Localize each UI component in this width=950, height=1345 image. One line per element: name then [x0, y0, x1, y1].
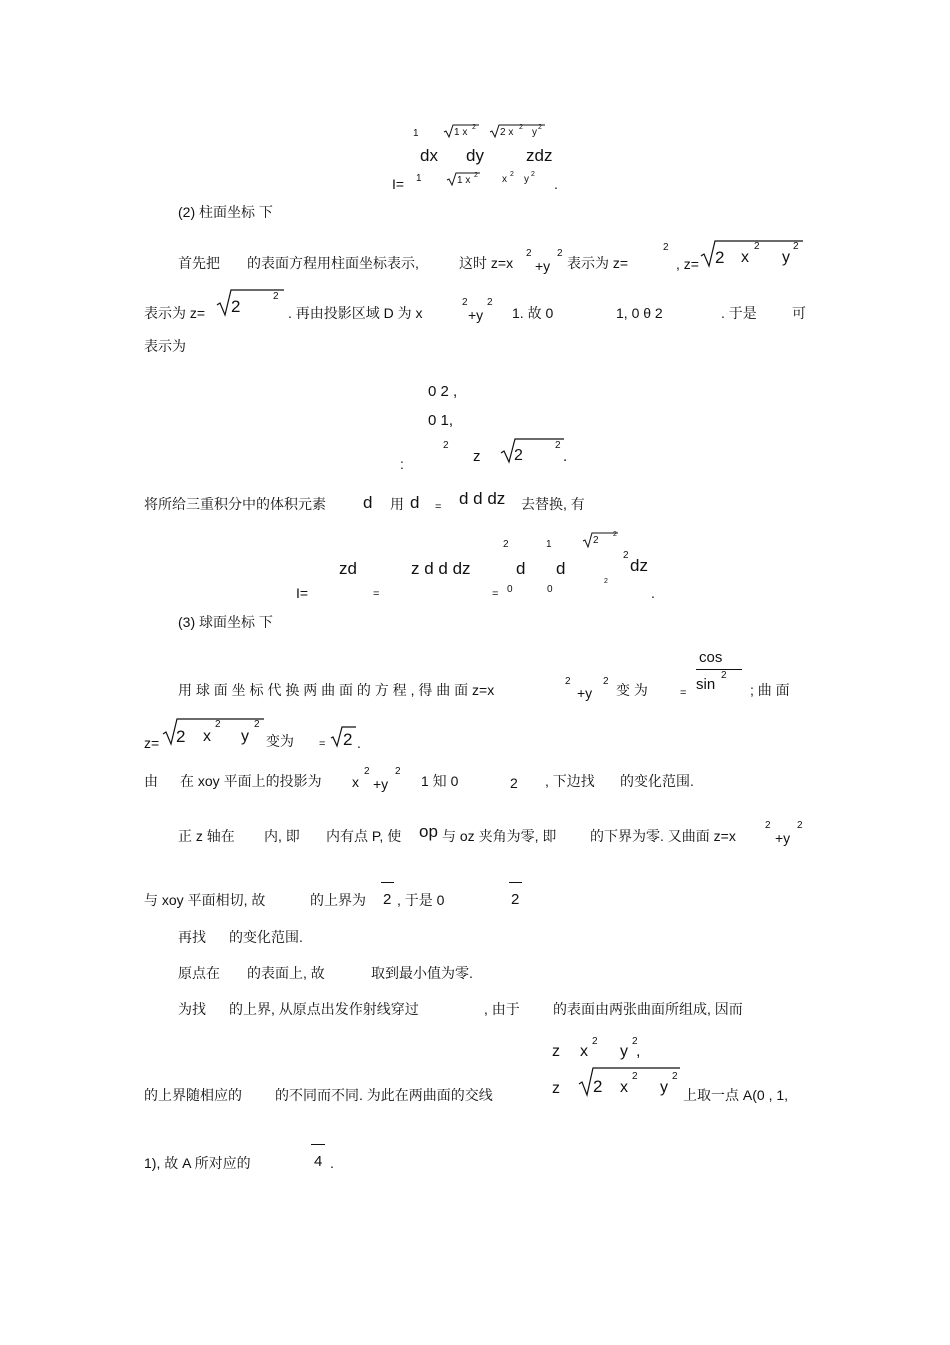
integral-2-exp: 2 [623, 550, 629, 561]
para-3-6-a: 再找 [178, 929, 206, 945]
para-2-4-ddd: d d dz [459, 489, 506, 508]
para-2-2-c: 1. 故 0 [512, 305, 554, 321]
dx-term: dx [420, 146, 438, 165]
para-3-10-a: 1), 故 A 所对应的 [144, 1155, 251, 1171]
para-2-1-plus-y: +y [535, 258, 551, 274]
para-2-1-z: , z= [676, 256, 699, 272]
fraction-denominator-exp: 2 [721, 670, 727, 681]
integral-2-upper-1: 1 [546, 539, 552, 550]
para-2-2-exp-2: 2 [487, 297, 493, 308]
system-line-3-sqrt-exp: 2 [555, 440, 561, 451]
para-3-1-a: 用 球 面 坐 标 代 换 两 曲 面 的 方 程 , 得 曲 面 z=x [178, 682, 495, 698]
curve-system-1-z: z [552, 1043, 560, 1060]
para-2-2-plus-y: +y [468, 307, 484, 323]
para-2-4-d2: d [410, 493, 420, 512]
upper-limit-2: 1 x [454, 127, 468, 138]
para-3-4-b: 内, 即 [264, 828, 300, 844]
para-2-4-eq: = [435, 501, 442, 513]
para-3-9-b: 的不同而不同. 为此在两曲面的交线 [275, 1087, 493, 1103]
para-3-3-b: 在 xoy 平面上的投影为 [180, 773, 322, 789]
para-2-1-b: 的表面方程用柱面坐标表示, [247, 255, 419, 271]
system-line-3-sqrt-2: 2 [514, 447, 523, 464]
para-3-1-exp-2: 2 [603, 676, 609, 687]
curve-system-2-y: y [660, 1079, 668, 1096]
integral-2-eq-2: = [492, 588, 499, 600]
para-3-10-pi-quarter: 4 [314, 1153, 323, 1170]
para-2-2-sqrt-exp: 2 [273, 291, 279, 302]
integral-2-lower-0a: 0 [507, 584, 513, 595]
integral-2-d2: d [556, 559, 566, 578]
para-3-4-d: 与 oz 夹角为零, 即 [442, 828, 557, 844]
section-2-heading: (2) 柱面坐标 下 [178, 204, 273, 220]
upper-limit-3: 2 x [500, 127, 514, 138]
integral-2-dot: . [651, 585, 655, 601]
curve-system-1-x: x [580, 1043, 588, 1060]
para-3-1-becomes: 变 为 [616, 682, 648, 698]
system-line-1: 0 2 , [428, 383, 458, 400]
para-3-5-b: 的上界为 [310, 892, 366, 908]
integral-lhs: I= [392, 176, 405, 192]
upper-limit-3-exp-y: 2 [538, 124, 542, 131]
para-3-4-op-vector: op [419, 822, 438, 841]
system-colon: : [400, 456, 404, 472]
integral-2-lower-0b: 0 [547, 584, 553, 595]
para-3-4-exp-1: 2 [765, 820, 771, 831]
para-3-4-exp-2: 2 [797, 820, 803, 831]
curve-system-1-y: y [620, 1043, 628, 1060]
integral-2-upper-2: 2 [503, 539, 509, 550]
pi-over-4-bar [311, 1144, 325, 1145]
para-2-1-exp-3: 2 [663, 242, 669, 253]
para-3-2-sqrt-y-exp: 2 [254, 719, 260, 730]
para-3-7-b: 的表面上, 故 [247, 965, 325, 981]
para-3-8-d: 的表面由两张曲面所组成, 因而 [553, 1001, 743, 1017]
para-3-4-plus-y: +y [775, 830, 791, 846]
lower-limit-3-x: x [502, 174, 507, 185]
para-3-2-z: z= [144, 735, 160, 751]
para-2-1-exp-1: 2 [526, 248, 532, 259]
para-3-7-c: 取到最小值为零. [371, 965, 473, 981]
para-3-3-plus-y: +y [373, 776, 389, 792]
para-2-1-repr: 表示为 z= [567, 255, 629, 271]
integral-2-dz: dz [630, 556, 648, 575]
para-2-1-sqrt-x-exp: 2 [754, 241, 760, 252]
para-3-10-dot: . [330, 1155, 334, 1171]
para-2-1-sqrt-x: x [741, 249, 749, 266]
curve-system-1-x-exp: 2 [592, 1036, 598, 1047]
lower-limit-2-exp: 2 [474, 172, 478, 179]
para-3-3-find: , 下边找 [545, 773, 595, 789]
curve-system-1-comma: , [636, 1043, 641, 1060]
para-3-3-zhi: 1 知 0 [421, 773, 459, 789]
para-3-9-c: 上取一点 A(0 , 1, [683, 1087, 789, 1103]
curve-system-2-x: x [620, 1079, 628, 1096]
curve-system-2-z: z [552, 1080, 560, 1097]
para-2-2-sqrt-2: 2 [231, 297, 241, 316]
para-3-8-c: , 由于 [484, 1001, 520, 1017]
system-line-3-exp: 2 [443, 440, 449, 451]
lower-limit-3-y-exp: 2 [531, 171, 535, 178]
para-2-1-sqrt-y-exp: 2 [793, 241, 799, 252]
para-3-8-a: 为找 [178, 1001, 206, 1017]
fraction-denominator-sin: sin [696, 676, 716, 693]
para-3-5-pi-half-2: 2 [511, 891, 520, 908]
para-3-7-a: 原点在 [178, 965, 220, 981]
curve-system-2-sqrt-2: 2 [593, 1077, 603, 1096]
para-3-1-surface: ; 曲 面 [750, 682, 790, 698]
para-2-1-a: 首先把 [178, 255, 220, 271]
formula-1-dot: . [554, 176, 558, 192]
zdz-term: zdz [526, 146, 553, 165]
integral-2-eq-1: = [373, 588, 380, 600]
para-2-2-b: . 再由投影区域 D 为 x [288, 305, 423, 321]
integral-2-lower-2: 2 [604, 578, 608, 585]
integral-2-upper-sqrt-exp: 2 [613, 531, 617, 538]
fraction-numerator-cos: cos [699, 649, 723, 666]
integral-2-lhs: I= [296, 585, 309, 601]
para-3-2-sqrt-x: x [203, 728, 211, 745]
lower-limit-1: 1 [416, 173, 422, 184]
para-3-5-d: , 于是 0 [397, 892, 445, 908]
para-3-5-pi-half: 2 [383, 891, 392, 908]
curve-system-2-x-exp: 2 [632, 1071, 638, 1082]
para-2-1-sqrt-2: 2 [715, 248, 725, 267]
lower-limit-3-x-exp: 2 [510, 171, 514, 178]
system-line-3-dot: . [563, 448, 568, 465]
para-3-2-becomes: 变为 [266, 733, 294, 749]
para-2-3: 表示为 [144, 338, 186, 354]
para-3-4-c: 内有点 P, 使 [326, 828, 402, 844]
para-2-2-exp-1: 2 [462, 297, 468, 308]
para-3-4-e: 的下界为零. 又曲面 z=x [590, 828, 736, 844]
para-3-3-range: 的变化范围. [620, 773, 694, 789]
para-2-4-a: 将所给三重积分中的体积元素 [144, 496, 326, 512]
para-3-2-sqrt-value: 2 [343, 730, 353, 749]
upper-limit-1: 1 [413, 128, 419, 139]
integral-2-zd: zd [339, 559, 357, 578]
para-3-4-a: 正 z 轴在 [178, 828, 235, 844]
upper-limit-3-exp-x: 2 [519, 124, 523, 131]
para-3-2-dot: . [357, 735, 361, 751]
para-3-2-eq: = [319, 738, 326, 750]
integral-2-zddd: z d d dz [411, 559, 471, 578]
system-line-3-z: z [473, 448, 481, 465]
para-3-1-plus-y: +y [577, 685, 593, 701]
fraction-bar [696, 669, 742, 670]
integral-2-upper-sqrt: 2 [593, 535, 599, 546]
para-2-1-c: 这时 z=x [459, 255, 514, 271]
curve-system-1-y-exp: 2 [632, 1036, 638, 1047]
para-3-2-sqrt-2: 2 [176, 727, 186, 746]
dy-term: dy [466, 146, 484, 165]
para-2-4-b: 去替换, 有 [521, 496, 585, 512]
para-2-4-yong: 用 [390, 496, 404, 512]
lower-limit-3-y: y [524, 174, 529, 185]
integral-2-d1: d [516, 559, 526, 578]
para-2-1-exp-2: 2 [557, 248, 563, 259]
upper-limit-3-y: y [532, 127, 537, 138]
curve-system-2-y-exp: 2 [672, 1071, 678, 1082]
para-3-8-b: 的上界, 从原点出发作射线穿过 [229, 1001, 419, 1017]
para-3-3-exp-1: 2 [364, 766, 370, 777]
pi-over-2-bar-1 [381, 882, 394, 883]
system-line-2: 0 1, [428, 412, 454, 429]
upper-limit-2-exp: 2 [472, 124, 476, 131]
para-3-3-2pi: 2 [510, 775, 518, 791]
para-3-6-b: 的变化范围. [229, 929, 303, 945]
section-3-heading: (3) 球面坐标 下 [178, 614, 273, 630]
para-3-3-x: x [352, 774, 359, 790]
para-3-9-a: 的上界随相应的 [144, 1087, 242, 1103]
para-3-1-exp-1: 2 [565, 676, 571, 687]
para-2-2-e: . 于是 [721, 305, 757, 321]
para-2-1-sqrt-y: y [782, 249, 790, 266]
para-3-2-sqrt-y: y [241, 728, 249, 745]
para-2-2-d: 1, 0 θ 2 [616, 305, 663, 321]
para-2-4-d1: d [363, 493, 373, 512]
para-3-1-eq: = [680, 687, 687, 699]
para-3-2-sqrt-x-exp: 2 [215, 719, 221, 730]
para-2-2-a: 表示为 z= [144, 305, 206, 321]
para-3-3-a: 由 [144, 773, 158, 789]
para-3-5-a: 与 xoy 平面相切, 故 [144, 892, 266, 908]
lower-limit-2: 1 x [457, 175, 471, 186]
para-2-2-f: 可 [792, 305, 806, 321]
para-3-3-exp-2: 2 [395, 766, 401, 777]
pi-over-2-bar-2 [509, 882, 522, 883]
